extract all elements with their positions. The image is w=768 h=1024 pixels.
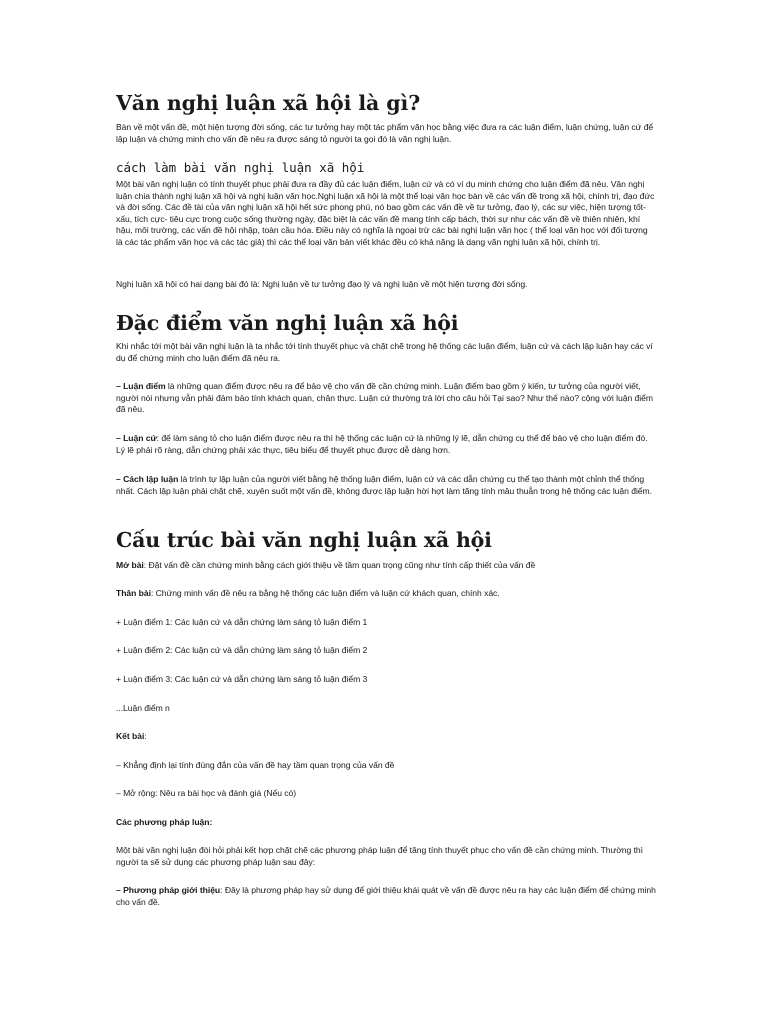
cach-lap-luan-label: – Cách lập luận (116, 474, 179, 484)
ket-bai-line (116, 731, 656, 743)
point-2-line: + Luận điểm 2: Các luận cứ và dẫn chứng làm sáng tỏ luận điểm 2 (116, 645, 368, 655)
two-types-paragraph: Nghị luận xã hội có hai dạng bài đó là: Nghị luận về tư tưởng đạo lý và nghị luận về một hiện tượng đời sống. (116, 279, 528, 289)
luan-cu-paragraph (116, 433, 656, 456)
section-heading-structure: Cấu trúc bài văn nghị luận xã hội (116, 528, 492, 552)
cach-lap-luan-paragraph (116, 474, 656, 497)
luan-diem-paragraph (116, 381, 656, 416)
cach-lap-luan-text: là trình tự lập luận của người viết bằng hệ thống luận điểm, luận cứ và các dẫn chứng cụ thể tạo thành một chỉnh thể thống nhất. Cách lập luận phải chặt chẽ, xuyên suốt một vấn đề, không được lập luận hời hợt làm tăng tính mâu thuẫn trong hệ thống các luận điểm. (116, 474, 652, 496)
luan-diem-text: là những quan điểm được nêu ra để bảo vệ cho vấn đề cần chứng minh. Luận điểm bao gồm ý kiến, tư tưởng của người viết, người nói nhưng vẫn phải đảm bảo tính khách quan, chân thực. Luận cứ thường trả lời cho câu hỏi Tại sao? Như thế nào? cộng với luận điểm đã nêu. (116, 381, 653, 414)
method-introduction-label: – Phương pháp giới thiệu (116, 885, 221, 895)
mo-bai-label: Mở bài (116, 560, 144, 570)
characteristics-intro: Khi nhắc tới một bài văn nghị luận là ta nhắc tới tính thuyết phục và chặt chẽ trong hệ thống các luận điểm, luận cứ và cách lập luận hay các ví dụ để chứng minh cho luận điểm đã nêu ra. (116, 341, 653, 363)
intro-paragraph: Bàn về một vấn đề, một hiện tượng đời sống, các tư tưởng hay một tác phẩm văn học bằng việc đưa ra các luận điểm, luận chứng, luận cứ để lập luận và chứng minh cho vấn đề nêu ra được sáng tỏ người ta gọi đó là văn nghị luận. (116, 122, 654, 144)
point-1-line: + Luận điểm 1: Các luận cứ và dẫn chứng làm sáng tỏ luận điểm 1 (116, 617, 368, 627)
point-3-line: + Luận điểm 3: Các luận cứ và dẫn chứng làm sáng tỏ luận điểm 3 (116, 674, 368, 684)
method-paragraph: Một bài văn nghị luận có tính thuyết phục phải đưa ra đầy đủ các luận điểm, luận cứ và có ví dụ minh chứng cho luận điểm đã nêu. Văn nghị luận chia thành nghị luận xã hội và nghị luận văn học.Nghị luận xã hội là một thể loại văn học bàn về các vấn đề trong xã hội, chính trị, đạo đức và đời sống. Các đề tài của văn nghị luận xã hội hết sức phong phú, nó bao gồm các vấn đề về tư tưởng, đạo lý, các sự việc, hiện tượng tốt- xấu, tích cực- tiêu cực trong cuộc sống thường ngày, đặc biệt là các vấn đề mang tính cấp bách, thời sự như các vấn đề về thiên nhiên, khí hậu, môi trường, các vấn đề hội nhập, toàn cầu hóa. Điều này có nghĩa là ngoại trừ các bài nghị luận văn học ( thể loại văn học với đối tượng là các tác phẩm văn học và các tác giả) thì các thể loại văn bản viết khác đều có khả năng là dạng văn nghị luận xã hội, chính trị. (116, 179, 655, 247)
methods-label: Các phương pháp luận: (116, 817, 213, 827)
luan-cu-text: : để làm sáng tỏ cho luận điểm được nêu ra thì hệ thống các luận cứ là những lý lẽ, dẫn chứng cụ thể để bảo vệ cho luận điểm đó. Lý lẽ phải rõ ràng, dẫn chứng phải xác thực, tiêu biểu để thuyết phục được dễ dàng hơn. (116, 433, 648, 455)
method-introduction-text: : Đây là phương pháp hay sử dụng để giới thiệu khái quát về vấn đề được nêu ra hay các luận điểm để chứng minh cho vấn đề. (116, 885, 656, 907)
mo-bai-text: : Đặt vấn đề cần chứng minh bằng cách giới thiệu về tầm quan trọng cũng như tính cấp thiết của vấn đề (143, 560, 536, 570)
point-n-line: ...Luận điểm n (116, 703, 170, 713)
luan-cu-label: – Luận cứ (116, 433, 157, 443)
than-bai-line (116, 588, 656, 600)
section-heading-characteristics: Đặc điểm văn nghị luận xã hội (116, 311, 459, 335)
luan-diem-label: – Luận điểm (116, 381, 166, 391)
mo-bai-line (116, 560, 656, 572)
method-introduction-paragraph (116, 885, 656, 908)
ket-bai-label: Kết bài (116, 731, 145, 741)
subheading-how-to-write: cách làm bài văn nghị luận xã hội (116, 160, 365, 175)
methods-intro-paragraph: Một bài văn nghị luận đòi hỏi phải kết hợp chặt chẽ các phương pháp luận để tăng tính thuyết phục cho vấn đề cần chứng minh. Thường thì người ta sẽ sử dụng các phương pháp luận sau đây: (116, 845, 644, 867)
than-bai-text: : Chứng minh vấn đề nêu ra bằng hệ thống các luận điểm và luận cứ khách quan, chính xác. (150, 588, 500, 598)
ket-bai-colon: : (144, 731, 147, 741)
methods-label-line (116, 817, 656, 829)
ket-bai-extend-line: – Mở rộng: Nêu ra bài học và đánh giá (Nếu có) (116, 788, 297, 798)
ket-bai-affirm-line: – Khẳng định lại tính đúng đắn của vấn đề hay tầm quan trọng của vấn đề (116, 760, 395, 770)
than-bai-label: Thân bài (116, 588, 151, 598)
page-title: Văn nghị luận xã hội là gì? (116, 91, 421, 115)
